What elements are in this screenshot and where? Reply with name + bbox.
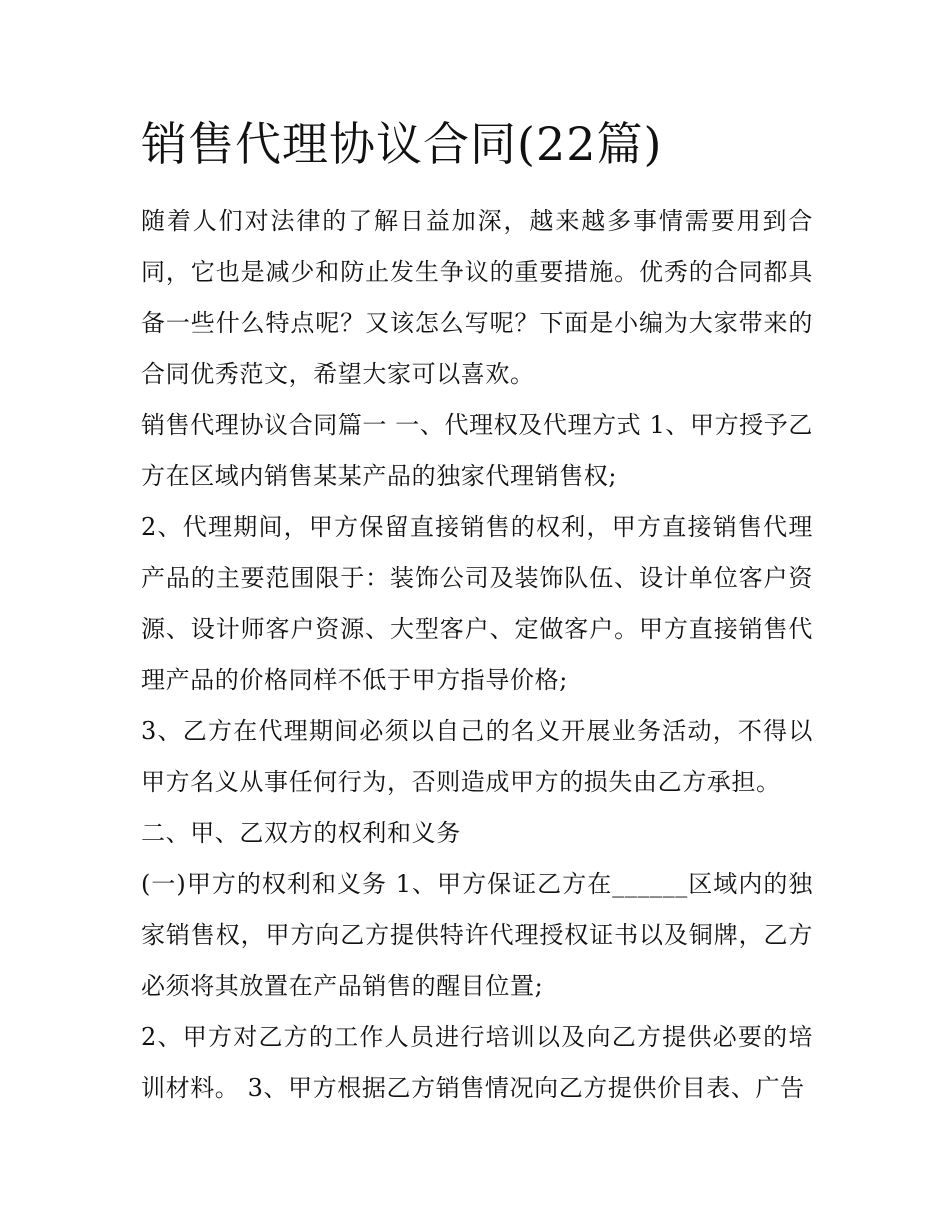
paragraph-clause-3: 3、乙方在代理期间必须以自己的名义开展业务活动，不得以甲方名义从事任何行为，否则造成甲方的损失由乙方承担。	[141, 717, 813, 796]
document-title: 销售代理协议合同(22篇)	[141, 117, 663, 171]
paragraph-agency-rights: 销售代理协议合同篇一 一、代理权及代理方式 1、甲方授予乙方在区域内销售某某产品的独家代理销售权;	[141, 411, 813, 490]
document-page	[141, 112, 813, 1114]
paragraph-party-a-rights: (一)甲方的权利和义务 1、甲方保证乙方在______区域内的独家销售权，甲方向乙方提供特许代理授权证书以及铜牌，乙方必须将其放置在产品销售的醒目位置;	[141, 870, 813, 1000]
paragraph-intro: 随着人们对法律的了解日益加深，越来越多事情需要用到合同，它也是减少和防止发生争议的重要措施。优秀的合同都具备一些什么特点呢？又该怎么写呢？下面是小编为大家带来的合同优秀范文，希望大家可以喜欢。	[141, 207, 813, 388]
paragraph-clause-2: 2、代理期间，甲方保留直接销售的权利，甲方直接销售代理产品的主要范围限于：装饰公司及装饰队伍、设计单位客户资源、设计师客户资源、大型客户、定做客户。甲方直接销售代理产品的价格同样不低于甲方指导价格;	[141, 513, 813, 694]
section-heading-rights-obligations: 二、甲、乙双方的权利和义务	[141, 819, 461, 847]
paragraph-training: 2、甲方对乙方的工作人员进行培训以及向乙方提供必要的培训材料。 3、甲方根据乙方销售情况向乙方提供价目表、广告	[141, 1023, 813, 1102]
